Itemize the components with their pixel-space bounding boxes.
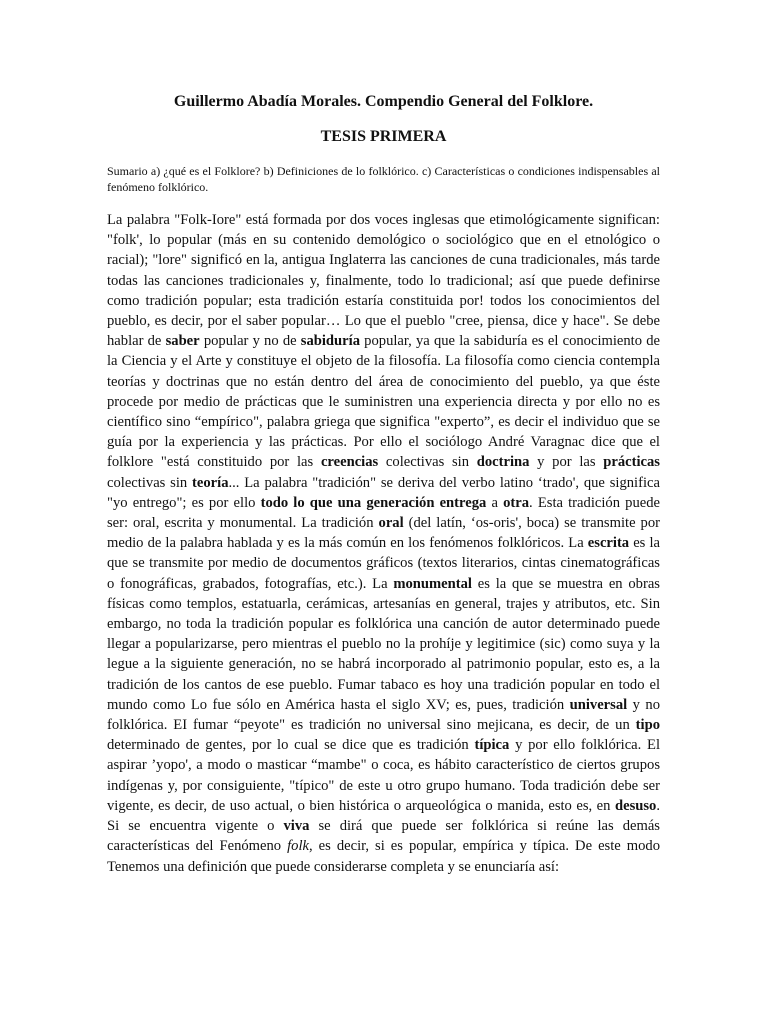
bold-term: doctrina: [476, 454, 530, 471]
text-run: a: [486, 494, 504, 511]
text-run: es la que se muestra en obras físicas como templos, estatuarla, cerámicas, artesanías en general, trajes y atributos, etc. Sin embargo, no toda la tradición popular es folklórica una canción de autor determinado puede llegar a popularizarse, pero mientras el pueblo no la prohíje y legitimice (sic) como suya y la legue a la siguiente generación, no se habrá incorporado al patrimonio popular, esto es, a la tradición de los cantos de ese pueblo. Fumar tabaco es hoy una tradición popular en todo el mundo como Lo fue sólo en América hasta el siglo XV; es, pues, tradición: [107, 575, 660, 713]
bold-term: tipo: [635, 717, 660, 734]
bold-term: todo lo que una generación entrega: [260, 494, 487, 511]
bold-term: prácticas: [603, 454, 660, 471]
text-run: , es decir, si es popular, empírica y típica. De este modo Tenemos una definición que puede considerarse completa y se enunciaría así:: [107, 838, 661, 875]
bold-term: desuso: [614, 797, 657, 814]
section-title: TESIS PRIMERA: [320, 128, 447, 145]
bold-term: monumental: [393, 575, 472, 592]
document-title: Guillermo Abadía Morales. Compendio General del Folklore.: [173, 93, 594, 110]
bold-term: teoría: [192, 474, 229, 491]
bold-term: escrita: [587, 535, 630, 552]
bold-term: sabiduría: [300, 333, 360, 350]
text-run: popular, ya que la sabiduría es el conocimiento de la Ciencia y el Arte y constituye el objeto de la filosofía. La filosofía como ciencia contempla teorías y doctrinas que no están dentro del área de conocimiento del pueblo, ya que éste procede por medio de prácticas que le suministren una experiencia directa y por ello no es científico sino “empírico", palabra griega que significa "experto”, es decir el individuo que se guía por la experiencia y las prácticas. Por ello el sociólogo André Varagnac dice que el folklore "está constituido por las: [107, 333, 660, 471]
document-page: [107, 92, 660, 877]
bold-term: universal: [569, 696, 628, 713]
text-run: colectivas sin: [107, 474, 193, 491]
text-run: determinado de gentes, por lo cual se dice que es tradición: [107, 737, 475, 754]
bold-term: típica: [474, 737, 510, 754]
bold-term: saber: [165, 333, 200, 350]
italic-term: folk: [287, 838, 309, 855]
text-run: se dirá que puede ser folklórica si reúne las demás características del Fenómeno: [107, 818, 660, 855]
text-run: y no folklórica. EI fumar “peyote" es tradición no universal sino mejicana, es decir, de un: [107, 696, 660, 734]
bold-term: creencias: [320, 454, 379, 471]
text-run: (del latín, ‘os-oris', boca) se transmite por medio de la palabra hablada y es la más común en los fenómenos folklóricos. La: [107, 515, 660, 552]
text-run: y por ello folklórica. El aspirar ’yopo', a modo o masticar “mambe" o coca, es hábito característico de ciertos grupos indígenas y, por consiguiente, "típico" de este u otro grupo humano. Toda tradición debe ser vigente, es decir, de uso actual, o bien histórica o arqueológica o manida, esto es, en: [107, 737, 660, 814]
body-paragraph: [107, 210, 660, 877]
text-run: y por las: [529, 454, 604, 471]
bold-term: viva: [283, 818, 310, 835]
text-run: es la que se transmite por medio de documentos gráficos (textos literarios, cintas cinematográficas o fonográficas, grabados, fotografías, etc.). La: [107, 535, 660, 592]
summary-paragraph: Sumario a) ¿qué es el Folklore? b) Definiciones de lo folklórico. c) Características o condiciones indispensables al fenómeno folklórico.: [107, 164, 660, 194]
bold-term: oral: [378, 515, 404, 532]
text-run: . Esta tradición puede ser: oral, escrita y monumental. La tradición: [107, 494, 660, 532]
bold-term: otra: [503, 494, 530, 511]
text-run: La palabra "Folk-Iore" está formada por dos voces inglesas que etimológicamente significan: "folk', lo popular (más en su contenido demológico o sociológico que en el etnológico o racial); "lore" significó en la, antigua Inglaterra las canciones de cuna tradicionales, más tarde todas las canciones tradicionales y, finalmente, todo lo tradicional; así que puede definirse como tradición popular; esta tradición estaría constituida por! todos los conocimientos del pueblo, es decir, por el saber popular… Lo que el pueblo "cree, piensa, dice y hace". Se debe hablar de: [107, 212, 660, 350]
text-run: ... La palabra "tradición" se deriva del verbo latino ‘trado', que significa "yo entrego"; es por ello: [107, 474, 660, 511]
text-run: colectivas sin: [378, 454, 477, 471]
text-run: popular y no de: [199, 333, 301, 350]
text-run: . Si se encuentra vigente o: [107, 797, 660, 835]
